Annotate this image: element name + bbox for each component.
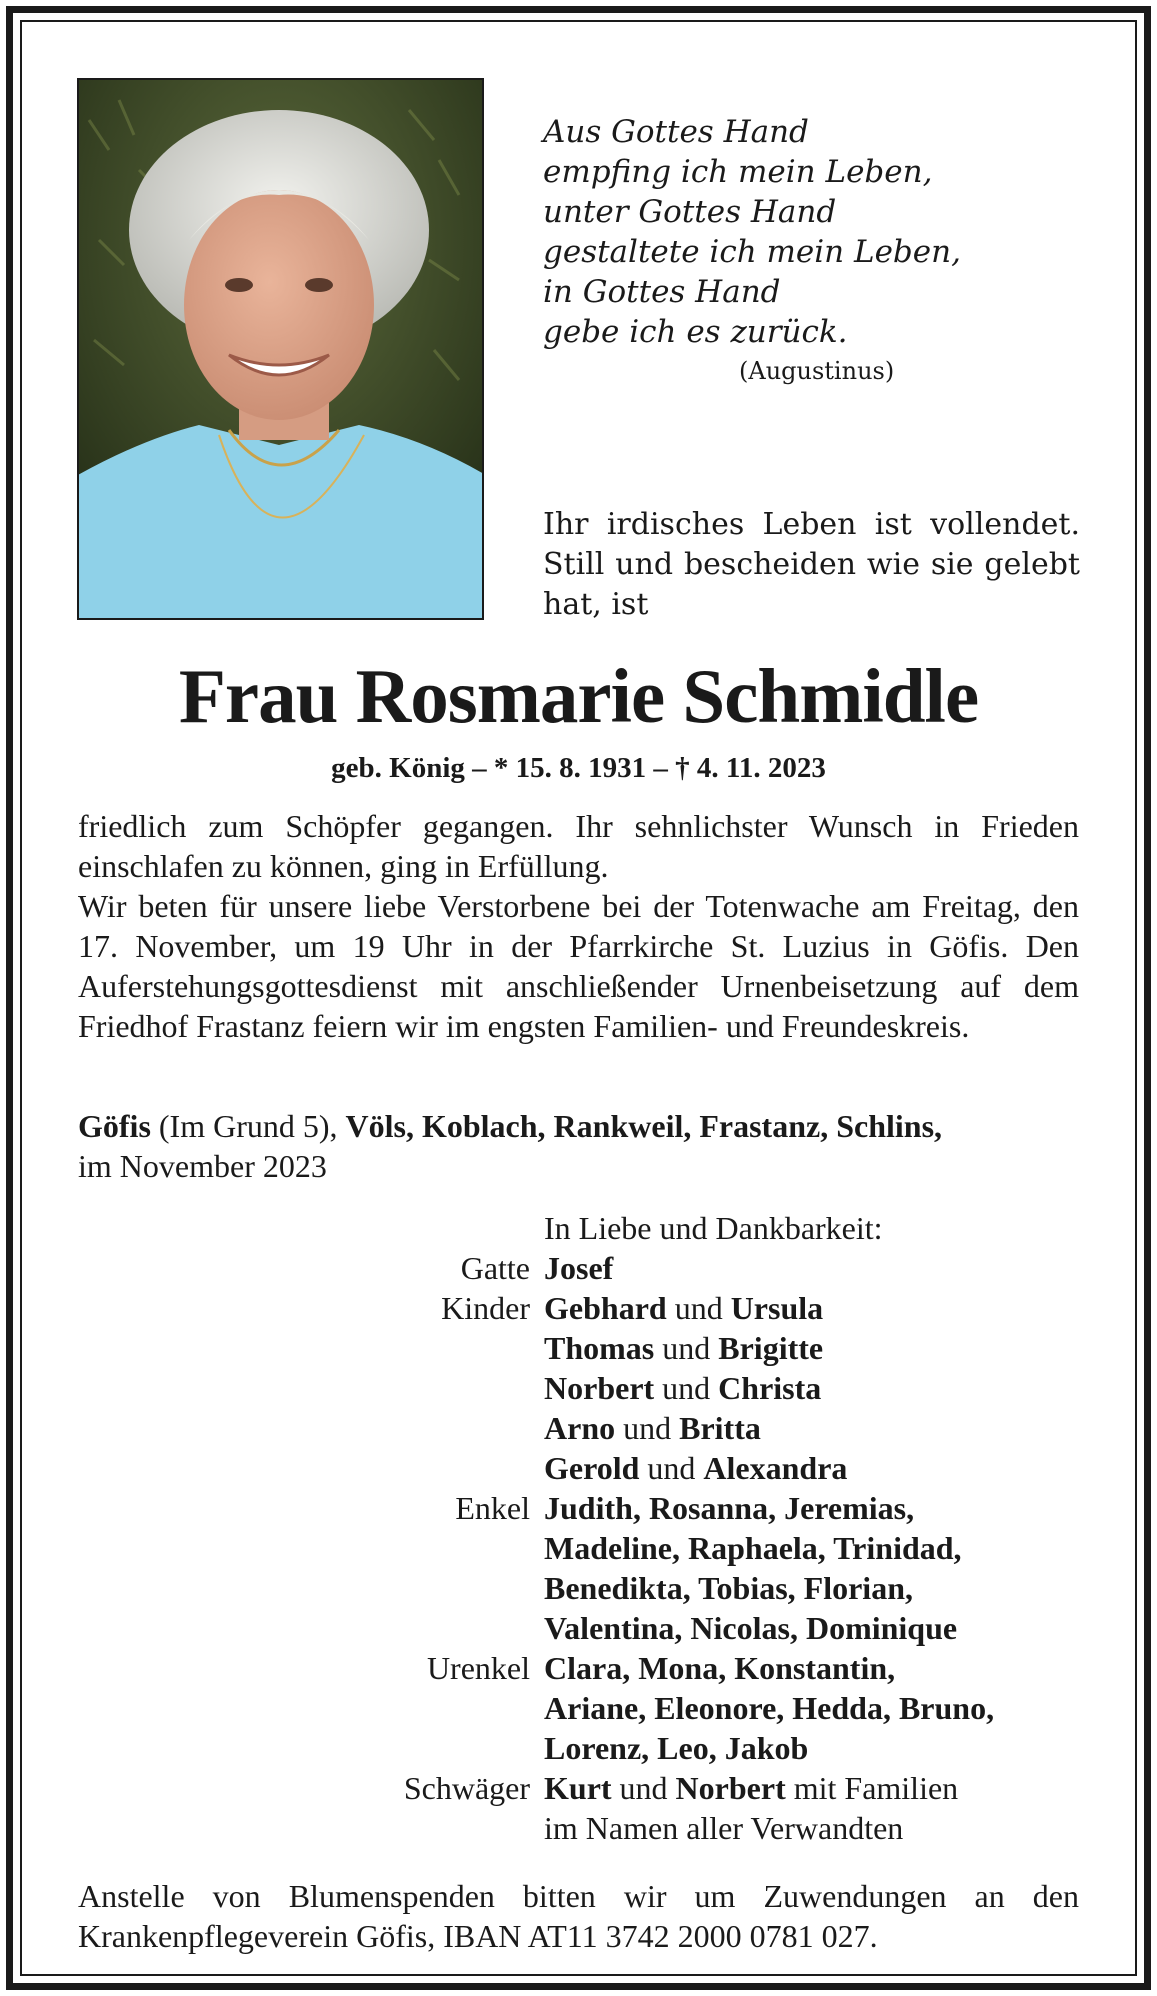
family-name: Arno (544, 1410, 616, 1446)
family-name: Josef (544, 1250, 614, 1286)
family-names: Madeline, Raphaela, Trinidad, (544, 1530, 962, 1566)
intro-text: Ihr irdisches Leben ist vollendet. Still und bescheiden wie sie gelebt hat, ist (543, 507, 1080, 622)
family-names (544, 1328, 823, 1368)
family-names: Clara, Mona, Konstantin, (544, 1650, 896, 1686)
relation-label: Kinder (441, 1290, 530, 1326)
family-name: Britta (679, 1410, 761, 1446)
quote-line: Aus Gottes Hand (543, 114, 809, 150)
relation-label: Schwäger (403, 1770, 530, 1806)
quote-line: gebe ich es zurück. (543, 314, 848, 350)
family-names: Valentina, Nicolas, Dominique (544, 1610, 958, 1646)
conjunction: und (647, 1450, 696, 1486)
relation-label: Urenkel (426, 1650, 530, 1686)
family-name: Gerold (544, 1450, 640, 1486)
relation-label: Gatte (460, 1250, 530, 1286)
family-names (544, 1368, 821, 1408)
family-name: Norbert (675, 1770, 786, 1806)
quote-line: gestaltete ich mein Leben, (543, 234, 961, 270)
quote-line: in Gottes Hand (543, 274, 781, 310)
family-names (544, 1768, 958, 1808)
places-line (78, 1106, 1079, 1186)
family-names: Judith, Rosanna, Jeremias, (544, 1490, 915, 1526)
family-names: Ariane, Eleonore, Hedda, Bruno, (544, 1690, 995, 1726)
deceased-name: Frau Rosmarie Schmidle (178, 653, 979, 739)
thanks-line: In Liebe und Dankbarkeit: (544, 1210, 883, 1246)
announcement-body (78, 806, 1079, 1046)
conjunction: und (662, 1370, 711, 1406)
body-paragraph: Wir beten für unsere liebe Verstorbene bei der Totenwache am Freitag, den 17. November, um 19 Uhr in der Pfarrkirche St. Luzius in Göfis. Den Auferstehungsgottesdienst mit anschließender Urnenbeisetzung auf dem Friedhof Frastanz feiern wir im engsten Familien- und Freundeskreis. (78, 888, 1079, 1044)
family-names (544, 1448, 847, 1488)
closing-line: im Namen aller Verwandten (544, 1810, 904, 1846)
conjunction: und (674, 1290, 723, 1326)
family-name: Christa (718, 1370, 822, 1406)
family-name: Gebhard (544, 1290, 667, 1326)
family-name: Thomas (544, 1330, 655, 1366)
family-names: Lorenz, Leo, Jakob (544, 1730, 809, 1766)
donation-note: Anstelle von Blumenspenden bitten wir um Zuwendungen an den Krankenpflegeverein Göfis, IBAN AT11 3742 2000 0781 027. (78, 1878, 1079, 1954)
announcement-date: im November 2023 (78, 1148, 327, 1184)
family-names (544, 1288, 823, 1328)
family-name: Kurt (544, 1770, 612, 1806)
quote-line: unter Gottes Hand (543, 194, 837, 230)
quote-line: empfing ich mein Leben, (543, 154, 933, 190)
family-name: Brigitte (718, 1330, 824, 1366)
other-towns: Völs, Koblach, Rankweil, Frastanz, Schlins, (345, 1108, 943, 1144)
conjunction: und (662, 1330, 711, 1366)
family-name: Alexandra (703, 1450, 848, 1486)
family-names: Benedikta, Tobias, Florian, (544, 1570, 913, 1606)
relation-label: Enkel (455, 1490, 530, 1526)
address: (Im Grund 5), (158, 1108, 338, 1144)
family-names (544, 1408, 761, 1448)
family-name: Ursula (730, 1290, 824, 1326)
life-dates: geb. König – * 15. 8. 1931 – † 4. 11. 2023 (331, 752, 826, 784)
family-suffix: mit Familien (793, 1770, 959, 1806)
portrait-photo (77, 78, 484, 620)
conjunction: und (623, 1410, 672, 1446)
family-names (544, 1248, 613, 1288)
quote-attribution: (Augustinus) (739, 357, 895, 385)
town: Göfis (78, 1108, 151, 1144)
family-name: Norbert (544, 1370, 655, 1406)
body-paragraph: friedlich zum Schöpfer gegangen. Ihr sehnlichster Wunsch in Frieden einschlafen zu können, ging in Erfüllung. (78, 808, 1079, 884)
conjunction: und (619, 1770, 668, 1806)
quote-block (543, 112, 1083, 390)
